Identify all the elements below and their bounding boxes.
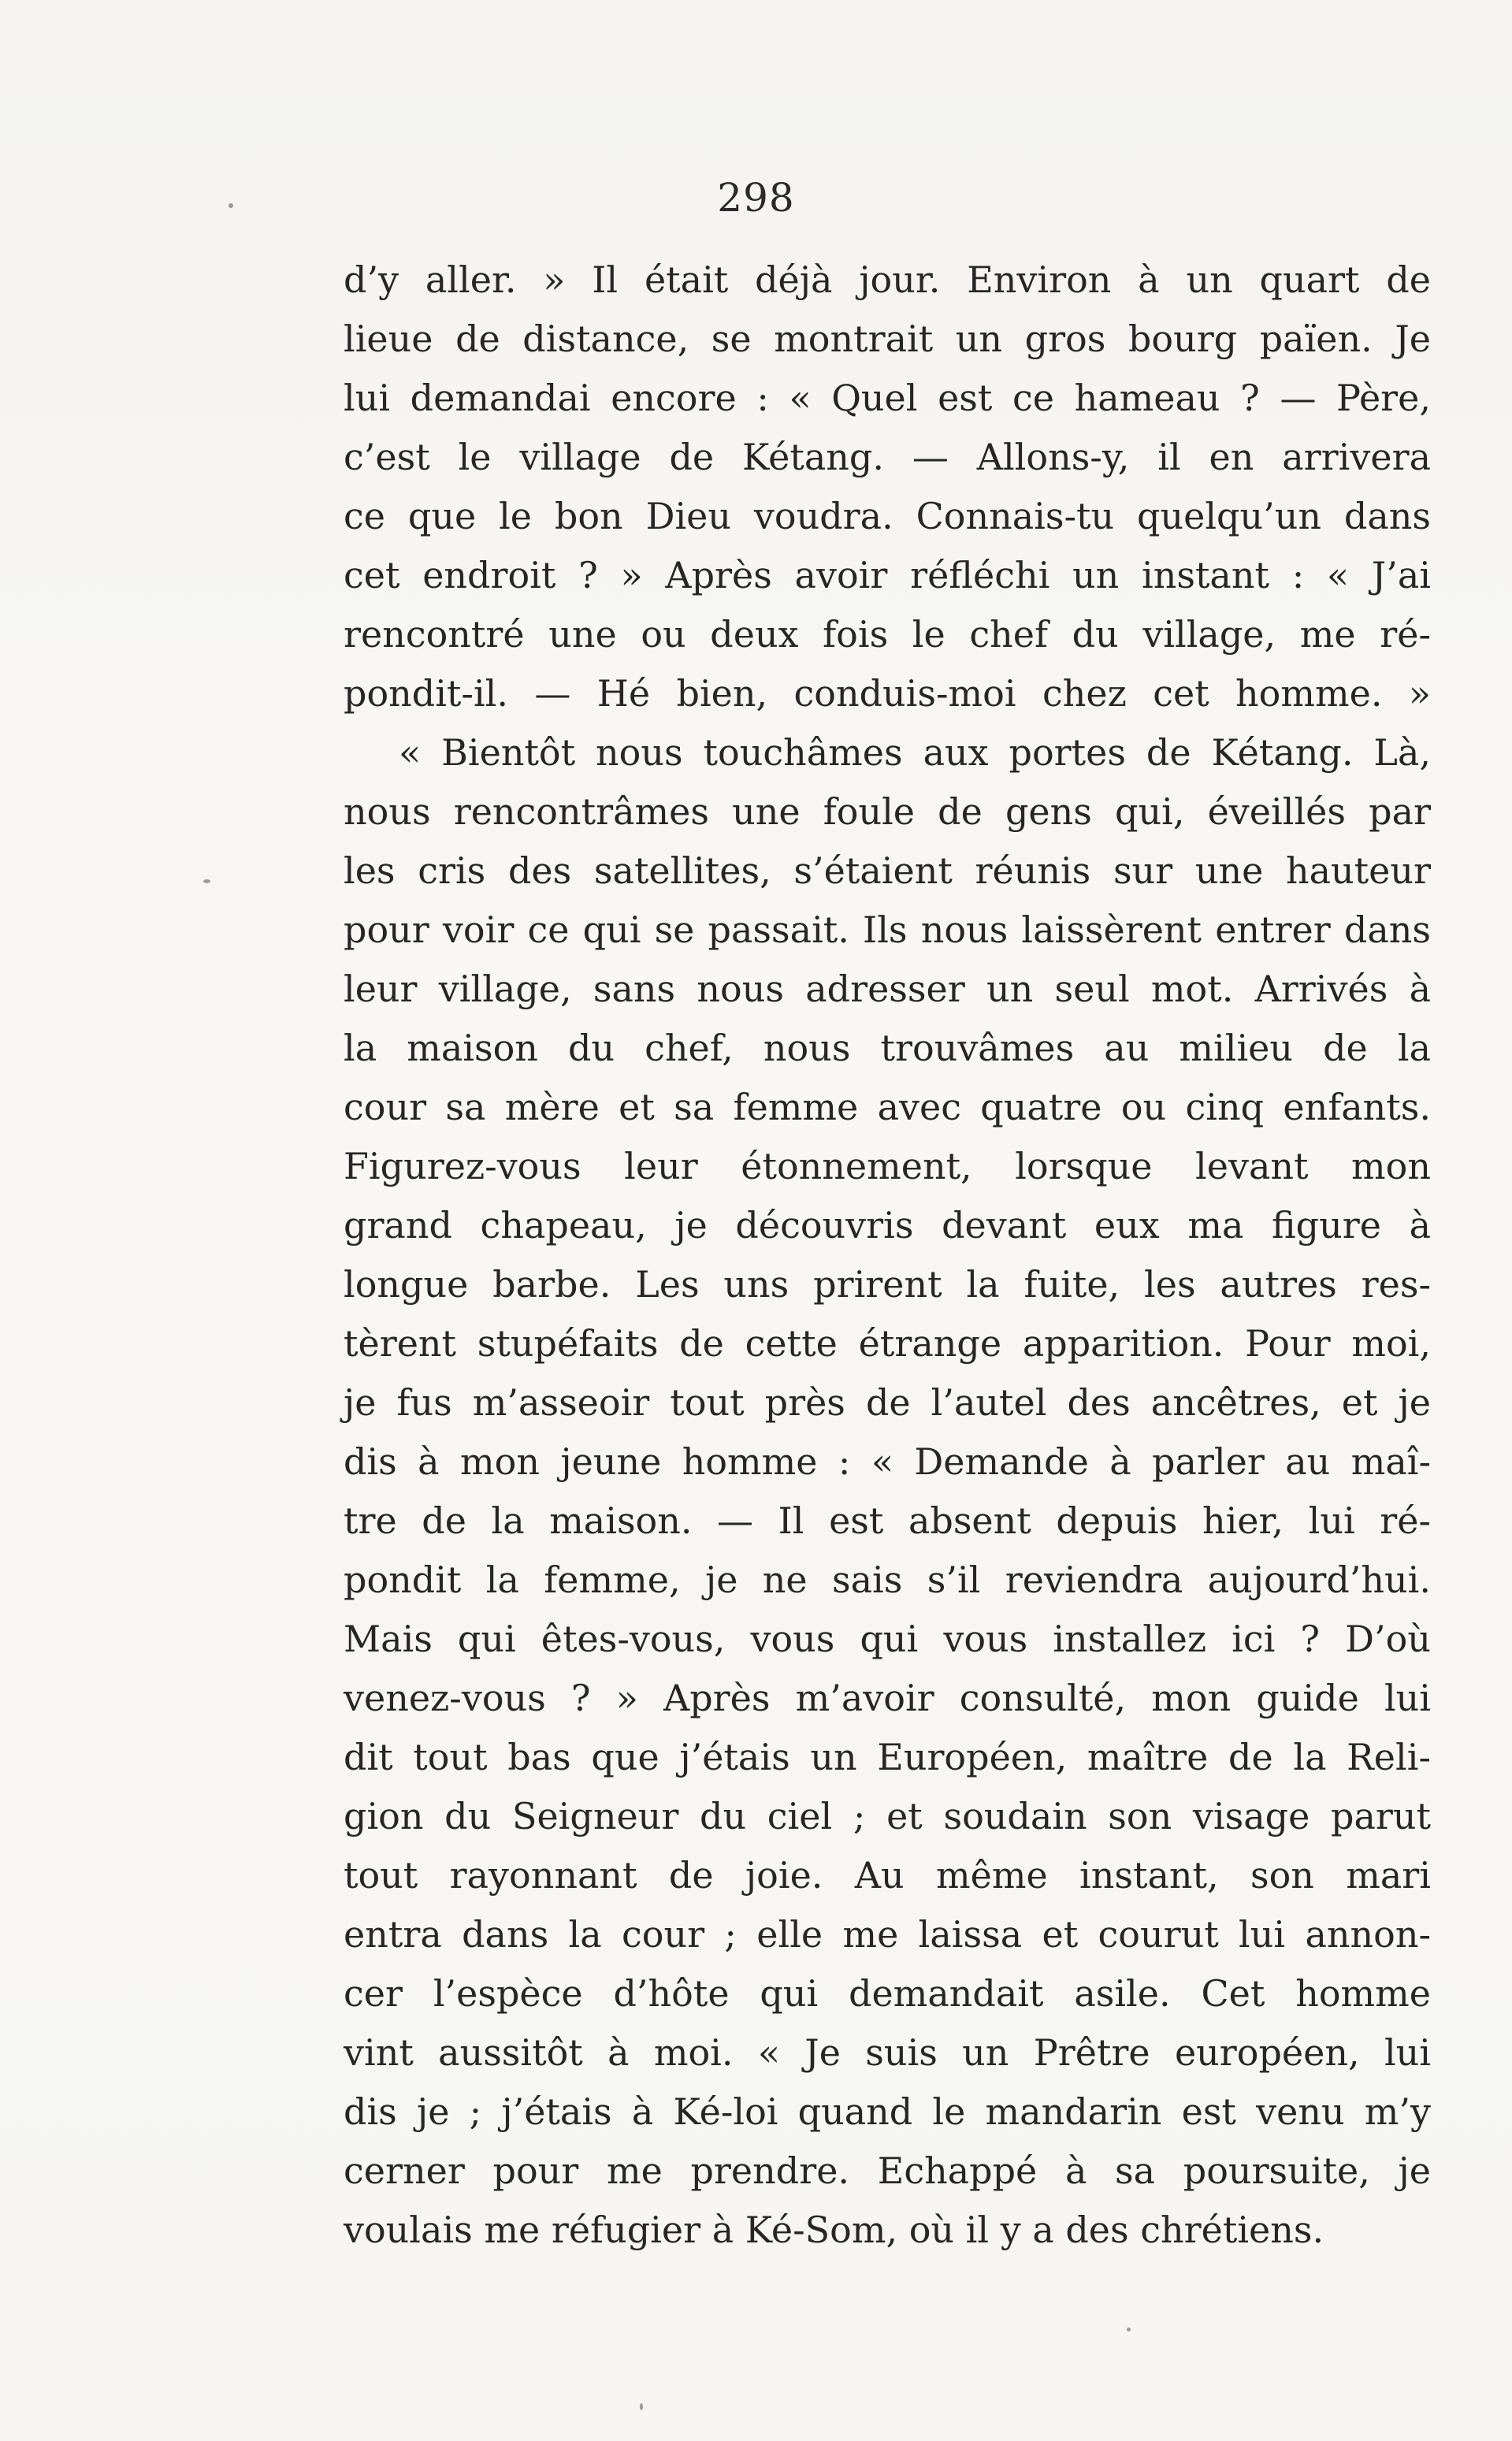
text-line: Figurez-vous leur étonnement, lorsque levant mon — [344, 1145, 1431, 1187]
text-line: pour voir ce qui se passait. Ils nous laissèrent entrer dans — [344, 908, 1431, 951]
paper-speck — [640, 2403, 643, 2410]
text-line: lieue de distance, se montrait un gros bourg païen. Je — [344, 318, 1431, 360]
text-line: grand chapeau, je découvris devant eux ma figure à — [344, 1204, 1431, 1247]
text-line: cour sa mère et sa femme avec quatre ou cinq enfants. — [344, 1086, 1431, 1128]
text-line: longue barbe. Les uns prirent la fuite, les autres res- — [344, 1263, 1431, 1306]
text-line: gion du Seigneur du ciel ; et soudain son visage parut — [344, 1795, 1431, 1837]
text-line: tre de la maison. — Il est absent depuis hier, lui ré- — [344, 1499, 1431, 1542]
text-line: la maison du chef, nous trouvâmes au milieu de la — [344, 1027, 1431, 1069]
text-line: lui demandai encore : « Quel est ce hameau ? — Père, — [344, 377, 1431, 419]
text-line: « Bientôt nous touchâmes aux portes de Kétang. Là, — [399, 731, 1431, 774]
text-line: entra dans la cour ; elle me laissa et courut lui annon- — [344, 1913, 1431, 1956]
text-line: vint aussitôt à moi. « Je suis un Prêtre européen, lui — [344, 2031, 1431, 2074]
text-line: dit tout bas que j’étais un Européen, maître de la Reli- — [344, 1736, 1431, 1778]
text-line: nous rencontrâmes une foule de gens qui, éveillés par — [344, 790, 1431, 833]
text-line: dis je ; j’étais à Ké-loi quand le mandarin est venu m’y — [344, 2090, 1431, 2133]
text-line: je fus m’asseoir tout près de l’autel des ancêtres, et je — [344, 1381, 1431, 1424]
text-line: c’est le village de Kétang. — Allons-y, il en arrivera — [344, 436, 1431, 478]
body-text — [344, 251, 1431, 2260]
paper-speck — [1127, 2328, 1131, 2331]
text-line: rencontré une ou deux fois le chef du village, me ré- — [344, 613, 1431, 656]
text-line: pondit la femme, je ne sais s’il reviendra aujourd’hui. — [344, 1559, 1431, 1601]
text-line: cerner pour me prendre. Echappé à sa poursuite, je — [344, 2149, 1431, 2192]
paper-speck — [228, 203, 233, 208]
text-line: tout rayonnant de joie. Au même instant, son mari — [344, 1854, 1431, 1897]
text-line: Mais qui êtes-vous, vous qui vous installez ici ? D’où — [344, 1618, 1431, 1660]
text-line: tèrent stupéfaits de cette étrange apparition. Pour moi, — [344, 1322, 1431, 1365]
text-line: leur village, sans nous adresser un seul mot. Arrivés à — [344, 968, 1431, 1010]
text-line: pondit-il. — Hé bien, conduis-moi chez cet homme. » — [344, 672, 1431, 715]
text-line: cer l’espèce d’hôte qui demandait asile. Cet homme — [344, 1972, 1431, 2015]
text-line: d’y aller. » Il était déjà jour. Environ à un quart de — [344, 258, 1431, 301]
text-line: voulais me réfugier à Ké-Som, où il y a des chrétiens. — [344, 2209, 1324, 2251]
text-line: venez-vous ? » Après m’avoir consulté, mon guide lui — [344, 1677, 1431, 1719]
page-number: 298 — [717, 175, 795, 221]
text-line: ce que le bon Dieu voudra. Connais-tu quelqu’un dans — [344, 495, 1431, 537]
text-line: les cris des satellites, s’étaient réunis sur une hauteur — [344, 849, 1431, 892]
paper-speck — [203, 879, 210, 883]
text-line: cet endroit ? » Après avoir réfléchi un instant : « J’ai — [344, 554, 1431, 596]
text-line: dis à mon jeune homme : « Demande à parler au maî- — [344, 1440, 1431, 1483]
